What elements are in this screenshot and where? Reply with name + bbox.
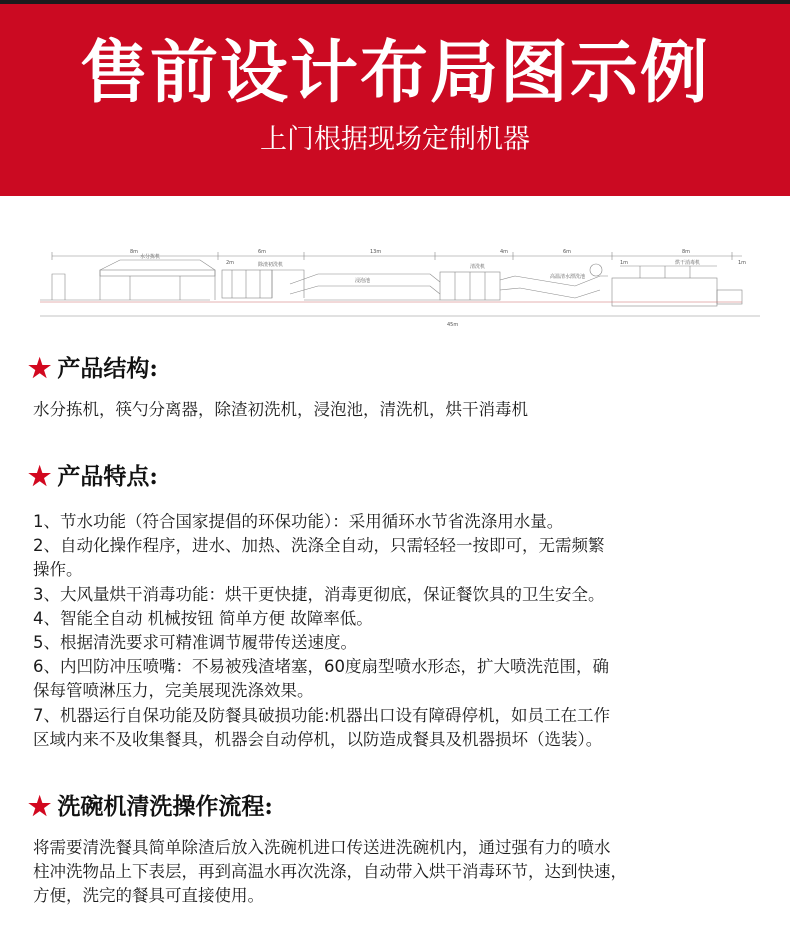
dimension-label: 4m [500,249,509,255]
list-item: 1、节水功能（符合国家提倡的环保功能）：采用循环水节省洗涤用水量。 [33,512,564,531]
dimension-label: 45m [447,322,459,328]
dimension-label: 8m [682,249,691,255]
process-text [33,836,753,909]
page-title: 售前设计布局图示例 [79,34,710,113]
star-icon: ★ [28,354,52,384]
heading-text: 产品结构: [57,355,158,382]
section-heading-process [28,792,273,822]
dimension-label: 6m [563,249,572,255]
machine-label: 除渣初洗机 [258,262,284,268]
dimension-label: 2m [226,260,235,266]
machine-label: 高温清水漂洗池 [550,274,586,280]
layout-diagram [0,238,790,333]
section-heading-structure [28,354,158,384]
list-item: 操作。 [33,560,83,580]
heading-text: 产品特点: [57,463,158,490]
list-item: 5、根据清洗要求可精准调节履带传送速度。 [33,633,357,653]
dimension-label: 13m [370,249,382,255]
text-line: 水分拣机，筷勺分离器，除渣初洗机，浸泡池，清洗机，烘干消毒机 [33,400,528,419]
text-line: 方便，洗完的餐具可直接使用。 [33,886,264,906]
header-banner [0,4,790,196]
list-item: 保每管喷淋压力，完美展现洗涤效果。 [33,681,314,701]
page-subtitle: 上门根据现场定制机器 [260,124,530,155]
text-line: 柱冲洗物品上下表层，再到高温水再次洗涤，自动带入烘干消毒环节，达到快速， [33,862,627,882]
dimension-label: 1m [620,260,629,266]
machine-label: 清洗机 [470,264,486,270]
machine-label: 水分拣机 [140,254,161,260]
machine-label: 烘干消毒机 [675,260,701,266]
list-item: 4、智能全自动 机械按钮 简单方便 故障率低。 [33,608,373,628]
text-line: 将需要清洗餐具简单除渣后放入洗碗机进口传送进洗碗机内，通过强有力的喷水 [33,838,611,857]
list-item: 区域内来不及收集餐具，机器会自动停机，以防造成餐具及机器损坏（选装）。 [33,729,603,749]
list-item: 7、机器运行自保功能及防餐具破损功能:机器出口设有障碍停机，如员工在工作 [33,705,611,725]
dimension-label: 6m [258,249,267,255]
section-heading-features [28,462,158,492]
list-item: 2、自动化操作程序，进水、加热、洗涤全自动，只需轻轻一按即可，无需频繁 [33,536,605,556]
structure-text [33,398,753,422]
star-icon: ★ [28,462,52,492]
machine-label: 浸泡池 [355,278,371,284]
heading-text: 洗碗机清洗操作流程: [57,793,273,820]
dimension-label: 1m [738,260,747,266]
dimension-label: 8m [130,249,139,255]
list-item: 3、大风量烘干消毒功能：烘干更快捷，消毒更彻底，保证餐饮具的卫生安全。 [33,584,605,604]
list-item: 6、内凹防冲压喷嘴：不易被残渣堵塞，60度扇型喷水形态，扩大喷洗范围，确 [33,657,609,677]
features-list [33,510,753,752]
star-icon: ★ [28,792,52,822]
